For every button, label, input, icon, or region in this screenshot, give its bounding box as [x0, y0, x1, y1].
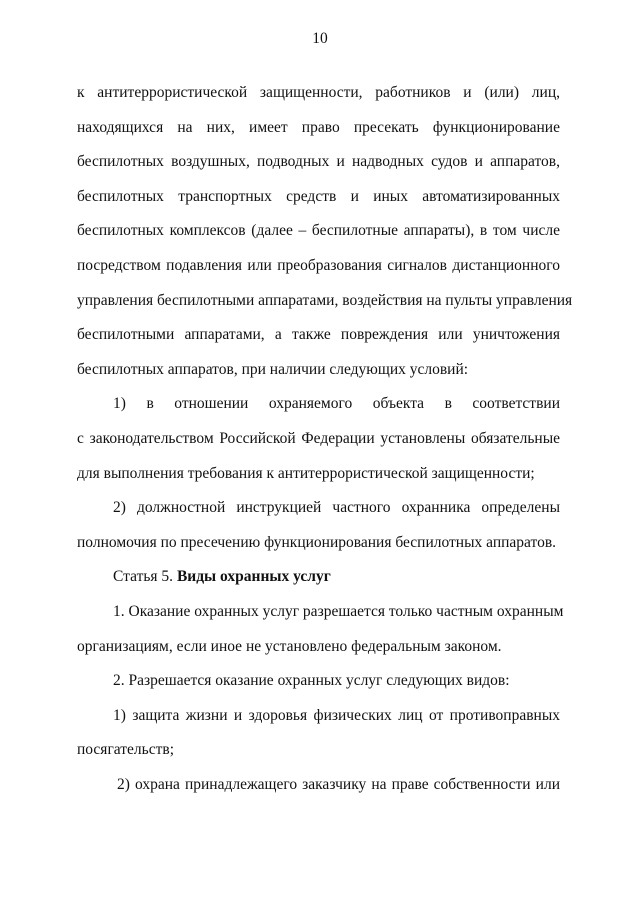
clause-2	[77, 664, 560, 699]
clause-1	[77, 595, 564, 664]
text-line: с законодательством Российской Федерации установлены обязательные	[77, 429, 560, 447]
text-line: к антитеррористической защищенности, работников и (или) лиц,	[77, 84, 560, 101]
text-line: для выполнения требования к антитеррористической защищенности;	[77, 464, 535, 482]
text-line: беспилотных воздушных, подводных и надводных судов и аппаратов,	[77, 153, 560, 171]
page-number: 10	[312, 30, 328, 47]
article-title: Виды охранных услуг	[176, 568, 331, 586]
document-body	[77, 76, 573, 802]
text-line: 2) должностной инструкцией частного охранника определены	[113, 499, 560, 517]
condition-1	[77, 387, 560, 491]
text-line: управления беспилотными аппаратами, воздействия на пульты управления	[77, 291, 573, 309]
text-line: находящихся на них, имеет право пресекать функционирование	[77, 118, 560, 136]
text-line: посягательств;	[77, 741, 175, 759]
text-line: беспилотными аппаратами, а также повреждения или уничтожения	[77, 326, 560, 344]
article-heading	[77, 560, 560, 595]
text-line: беспилотных аппаратов, при наличии следующих условий:	[77, 360, 469, 378]
paragraph-continuation	[77, 76, 573, 387]
item-2	[77, 768, 560, 803]
text-line: 2. Разрешается оказание охранных услуг следующих видов:	[113, 672, 510, 690]
text-line: беспилотных комплексов (далее – беспилотные аппараты), в том числе	[77, 222, 560, 240]
text-line: 1. Оказание охранных услуг разрешается только частным охранным	[113, 602, 564, 620]
article-number: Статья 5.	[113, 568, 177, 586]
text-line: посредством подавления или преобразования сигналов дистанционного	[77, 256, 560, 274]
text-line: 1) защита жизни и здоровья физических лиц от противоправных	[113, 706, 560, 724]
condition-2	[77, 491, 560, 560]
text-line: полномочия по пресечению функционирования беспилотных аппаратов.	[77, 533, 557, 551]
item-1	[77, 699, 560, 768]
text-line: 1) в отношении охраняемого объекта в соответствии	[113, 395, 560, 413]
text-line: 2) охрана принадлежащего заказчику на праве собственности или	[117, 775, 560, 793]
text-line: организациям, если иное не установлено федеральным законом.	[77, 637, 502, 655]
text-line: беспилотных транспортных средств и иных автоматизированных	[77, 187, 560, 205]
